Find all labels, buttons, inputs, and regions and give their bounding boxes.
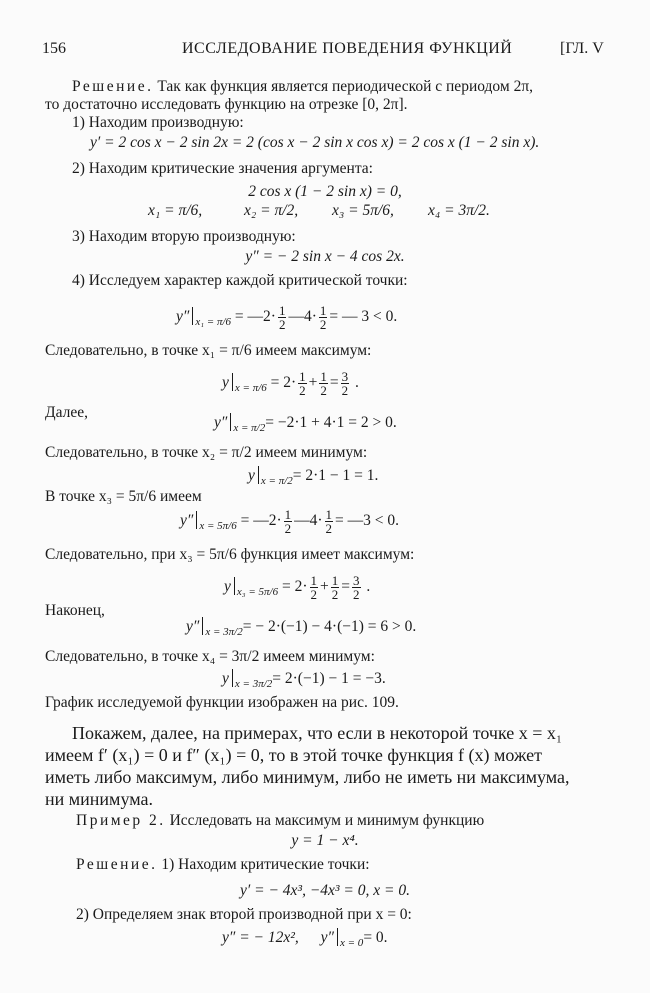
f6-frac-2: $\frac{1}{2}$ [331, 572, 339, 602]
f6-plus: + [320, 578, 329, 595]
formula-4 [248, 464, 378, 488]
example-2-solution-label: Решение. [76, 856, 158, 873]
example-2-text: Исследовать на максимум и минимум функцию [169, 812, 485, 829]
f1-part-b: —4· [288, 308, 317, 325]
solution-paragraph [72, 78, 533, 96]
formula-6: y $_{x_3 = 5\pi/6}$ = 2· $\frac{1}{2}$ + $\frac{1}{2}$ = $\frac{3}{2}$ . [224, 572, 371, 602]
f1-lhs: y″ [176, 308, 190, 325]
example-2-solution [76, 856, 370, 874]
solution-label: Решение. [72, 78, 154, 95]
f2-plus: + [308, 374, 318, 391]
f1-part-a: = —2· [234, 308, 276, 325]
main-paragraph-line-3: иметь либо максимум, либо минимум, либо не иметь ни максимума, [45, 767, 570, 787]
formula-1 [176, 300, 397, 334]
f2-lhs: y [222, 374, 229, 391]
f2-equals: = [329, 374, 339, 391]
f5-frac-1: $\frac{1}{2}$ [284, 506, 292, 536]
running-title: ИССЛЕДОВАНИЕ ПОВЕДЕНИЯ ФУНКЦИЙ [182, 40, 513, 57]
step-1: 1) Находим производную: [72, 114, 244, 131]
critical-value-1: x₁ = π/6, [148, 202, 203, 219]
example-2-second-derivative [222, 926, 388, 950]
formula-5 [180, 504, 399, 538]
example-2-step-2: 2) Определяем знак второй производной при x = 0: [76, 906, 412, 923]
f5-end: = —3 < 0. [335, 512, 400, 529]
example-2-step-1: 1) Находим критические точки: [161, 856, 370, 873]
step-2: 2) Находим критические значения аргумента: [72, 160, 373, 177]
f2-part-a: = 2· [270, 374, 297, 391]
f6-equals: = [341, 578, 350, 595]
f3-eval: x = π/2 [233, 422, 266, 434]
formula-3 [214, 410, 397, 436]
critical-value-3: x₃ = 5π/6, [332, 202, 394, 219]
text-max-3: Следовательно, при x₃ = 5π/6 функция имеет максимум: [45, 546, 415, 563]
main-paragraph-line-4: ни минимума. [45, 789, 153, 809]
text-further: Далее, [45, 404, 88, 421]
f1-frac-1: $\frac{1}{2}$ [278, 302, 286, 332]
f2-frac-3: $\frac{3}{2}$ [341, 368, 349, 398]
f6-part-a: = 2· [281, 578, 308, 595]
f7-eval: x = 3π/2 [205, 626, 243, 638]
graph-reference: График исследуемой функции изображен на рис. 109. [45, 694, 399, 711]
f6-frac-1: $\frac{1}{2}$ [310, 572, 317, 602]
example-2-function: y = 1 − x⁴. [291, 832, 359, 849]
f5-eval: x = 5π/6 [199, 520, 237, 532]
f1-eval: x₁ = π/6 [195, 316, 232, 328]
formula-2: y $_{x = \pi/6}$ = 2· $\frac{1}{2}$ + $\frac{1}{2}$ = $\frac{3}{2}$ . [222, 368, 359, 398]
chapter-label: [ГЛ. V [560, 40, 604, 57]
f7-rest: = − 2·(−1) − 4·(−1) = 6 > 0. [242, 618, 417, 635]
f3-rest: = −2·1 + 4·1 = 2 > 0. [265, 414, 397, 431]
text-finally: Наконец, [45, 602, 105, 619]
f4-rest: = 2·1 − 1 = 1. [292, 467, 379, 484]
f1-end: = — 3 < 0. [329, 308, 398, 325]
f2-frac-1: $\frac{1}{2}$ [299, 368, 306, 398]
f8-lhs: y [222, 670, 229, 687]
example-2-critical: y′ = − 4x³, −4x³ = 0, x = 0. [239, 882, 410, 899]
f5-frac-2: $\frac{1}{2}$ [325, 506, 333, 536]
ex2-second: y″ = − 12x², [222, 929, 299, 946]
ex2-at-zero-lhs: y″ [320, 929, 334, 946]
second-derivative: y″ = − 2 sin x − 4 cos 2x. [245, 248, 405, 265]
ex2-at-zero-eval: x = 0 [340, 937, 364, 949]
example-2-label: Пример 2. [76, 812, 166, 829]
f2-eval: x = π/6 [234, 382, 267, 394]
text-min-4: Следовательно, в точке x₄ = 3π/2 имеем минимум: [45, 648, 375, 665]
f5-lhs: y″ [180, 512, 194, 529]
critical-value-4: x₄ = 3π/2. [428, 202, 490, 219]
solution-intro: Так как функция является периодической с периодом 2π, [157, 78, 534, 95]
text-max-1: Следовательно, в точке x₁ = π/6 имеем максимум: [45, 342, 372, 359]
solution-intro-2: то достаточно исследовать функцию на отрезке [0, 2π]. [45, 96, 408, 113]
formula-7 [186, 614, 416, 640]
text-point-3: В точке x₃ = 5π/6 имеем [45, 488, 202, 505]
f8-rest: = 2·(−1) − 1 = −3. [272, 670, 386, 687]
first-derivative: y′ = 2 cos x − 2 sin 2x = 2 (cos x − 2 sin x cos x) = 2 cos x (1 − 2 sin x). [90, 134, 540, 151]
f6-lhs: y [224, 578, 231, 595]
f6-frac-3: $\frac{3}{2}$ [353, 572, 360, 602]
f7-lhs: y″ [186, 618, 200, 635]
main-paragraph-line-1: Покажем, далее, на примерах, что если в некоторой точке x = x₁ [72, 723, 563, 743]
f4-eval: x = π/2 [260, 475, 293, 487]
formula-8 [222, 666, 386, 692]
f6-eval: x₃ = 5π/6 [236, 586, 279, 598]
f1-frac-2: $\frac{1}{2}$ [319, 302, 327, 332]
critical-value-2: x₂ = π/2, [244, 202, 299, 219]
main-paragraph-line-2: имеем f′ (x₁) = 0 и f″ (x₁) = 0, то в этой точке функция f (x) может [45, 745, 543, 765]
f8-eval: x = 3π/2 [234, 678, 273, 690]
example-2-heading [76, 812, 484, 830]
text-min-2: Следовательно, в точке x₂ = π/2 имеем минимум: [45, 444, 368, 461]
f3-lhs: y″ [214, 414, 228, 431]
step-4: 4) Исследуем характер каждой критической точки: [72, 272, 408, 289]
f5-part-a: = —2· [240, 512, 282, 529]
f4-lhs: y [248, 467, 255, 484]
critical-equation: 2 cos x (1 − 2 sin x) = 0, [248, 183, 402, 200]
step-3: 3) Находим вторую производную: [72, 228, 296, 245]
ex2-at-zero-rest: = 0. [363, 929, 388, 946]
f2-frac-2: $\frac{1}{2}$ [320, 368, 327, 398]
page-number: 156 [42, 40, 66, 57]
f5-part-b: —4· [294, 512, 323, 529]
